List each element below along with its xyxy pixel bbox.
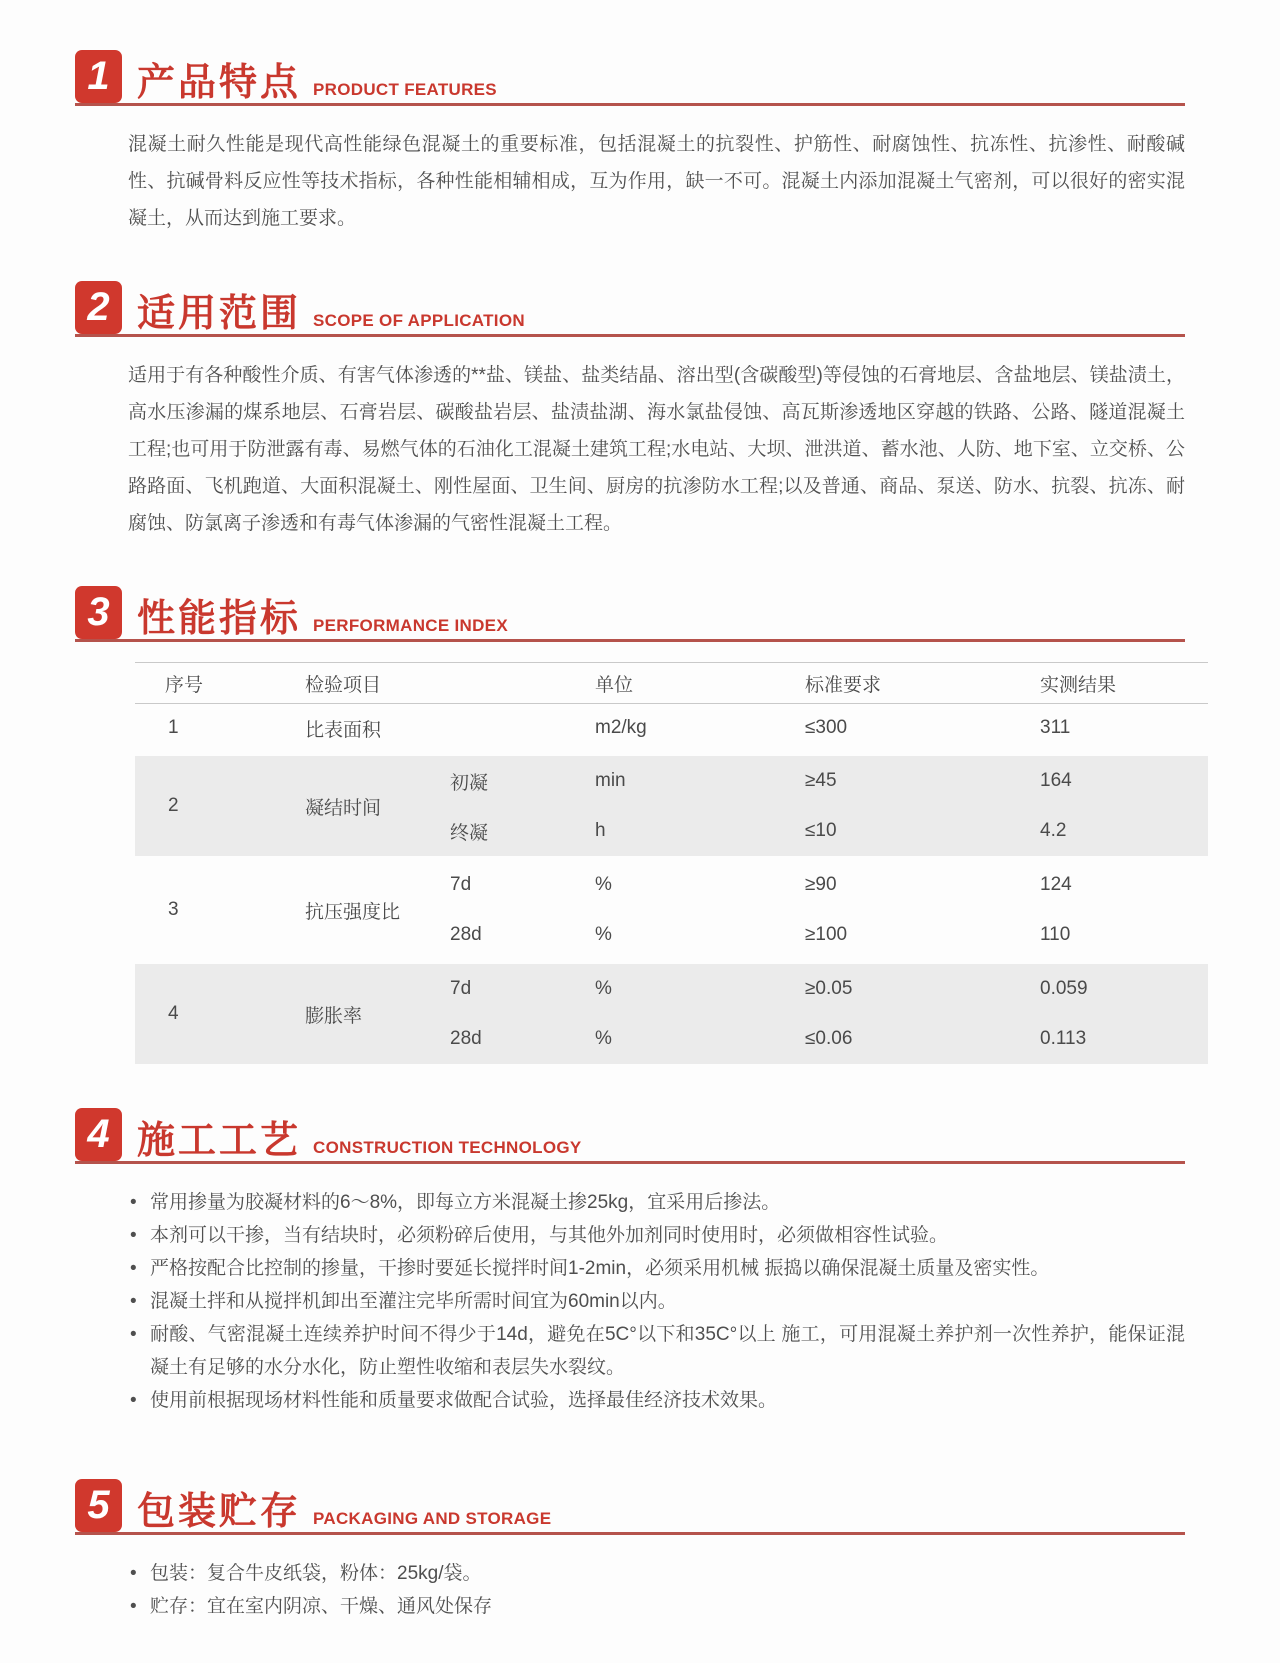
performance-table [135,662,1208,1064]
section-performance-index [75,586,1185,1064]
bullet-item: • 常用掺量为胶凝材料的6～8%，即每立方米混凝土掺25kg，宜采用后掺法。 [128,1186,1185,1219]
table-header-item: 检验项目 [305,674,382,696]
bullet-item: • 包装：复合牛皮纸袋，粉体：25kg/袋。 [128,1557,1185,1590]
row-item: 比表面积 [305,719,382,741]
row-subrows [450,756,1208,856]
section-product-features [75,50,1185,237]
cell-unit: m2/kg [595,717,647,738]
section-title-en: CONSTRUCTION TECHNOLOGY [313,1138,582,1157]
cell-sub: 7d [450,874,472,895]
table-row [135,860,1208,960]
section-title-zh: 适用范围 [137,293,302,335]
cell-unit: % [595,978,612,999]
table-row [135,704,1208,752]
cell-result: 164 [1040,770,1072,791]
section-paragraph: 适用于有各种酸性介质、有害气体渗透的**盐、镁盐、盐类结晶、溶出型(含碳酸型)等侵蚀的石膏地层、含盐地层、镁盐渍土，高水压渗漏的煤系地层、石膏岩层、碳酸盐岩层、盐渍盐湖、海水氯盐侵蚀、高瓦斯渗透地区穿越的铁路、公路、隧道混凝土工程;也可用于防泄露有毒、易燃气体的石油化工混凝土建筑工程;水电站、大坝、泄洪道、蓄水池、人防、地下室、立交桥、公路路面、飞机跑道、大面积混凝土、刚性屋面、卫生间、厨房的抗渗防水工程;以及普通、商品、泵送、防水、抗裂、抗冻、耐腐蚀、防氯离子渗透和有毒气体渗漏的气密性混凝土工程。 [128,365,1185,534]
section-title-en: SCOPE OF APPLICATION [313,311,525,330]
section-header [75,586,1185,642]
row-subrows [450,860,1208,960]
table-header-result: 实测结果 [1040,674,1117,696]
bullet-item: • 本剂可以干掺，当有结块时，必须粉碎后使用，与其他外加剂同时使用时，必须做相容性试验。 [128,1219,1185,1252]
row-item: 抗压强度比 [305,901,401,923]
table-row [135,964,1208,1064]
cell-unit: % [595,874,612,895]
section-packaging-and-storage [75,1479,1185,1623]
table-header-no: 序号 [165,674,204,696]
section-header [75,1108,1185,1164]
cell-standard: ≥0.05 [805,978,853,999]
cell-standard: ≤300 [805,717,848,738]
table-subrow [450,1014,1208,1064]
section-scope-of-application [75,281,1185,542]
section-title-zh: 产品特点 [137,62,302,104]
row-item: 膨胀率 [305,1005,363,1027]
row-no: 1 [168,717,179,738]
table-subrow [450,756,1208,806]
section-number-badge: 5 [75,1479,122,1532]
row-item: 凝结时间 [305,797,382,819]
cell-standard: ≥90 [805,874,837,895]
section-number-badge: 2 [75,281,122,334]
table-subrow [450,910,1208,960]
table-subrow [450,860,1208,910]
bullet-item: • 使用前根据现场材料性能和质量要求做配合试验，选择最佳经济技术效果。 [128,1384,1185,1417]
cell-sub: 7d [450,978,472,999]
section-title-zh: 性能指标 [137,598,302,640]
cell-result: 311 [1040,717,1071,738]
packaging-bullet-list [128,1557,1185,1623]
cell-standard: ≥100 [805,924,848,945]
cell-result: 0.059 [1040,978,1088,999]
table-header-row [135,662,1208,704]
bullet-item: • 混凝土拌和从搅拌机卸出至灌注完毕所需时间宜为60min以内。 [128,1285,1185,1318]
bullet-item: • 贮存：宜在室内阴凉、干燥、通风处保存 [128,1590,1185,1623]
cell-standard: ≤10 [805,820,837,841]
cell-sub: 28d [450,924,482,945]
section-title-en: PRODUCT FEATURES [313,80,497,99]
row-no: 3 [168,899,179,920]
cell-sub: 初凝 [450,772,489,794]
row-subrows [450,704,1208,752]
bullet-item: • 耐酸、气密混凝土连续养护时间不得少于14d，避免在5C°以下和35C°以上 施工，可用混凝土养护剂一次性养护，能保证混凝土有足够的水分水化，防止塑性收缩和表层失水裂纹。 [128,1318,1185,1384]
section-title-zh: 施工工艺 [137,1120,302,1162]
cell-result: 110 [1040,924,1071,945]
cell-result: 124 [1040,874,1072,895]
row-no: 4 [168,1003,179,1024]
table-header-standard: 标准要求 [805,674,882,696]
section-title-en: PACKAGING AND STORAGE [313,1509,552,1528]
bullet-item: • 严格按配合比控制的掺量，干掺时要延长搅拌时间1-2min，必须采用机械 振捣以确保混凝土质量及密实性。 [128,1252,1185,1285]
cell-sub: 28d [450,1028,482,1049]
section-number-badge: 1 [75,50,122,103]
cell-standard: ≤0.06 [805,1028,853,1049]
row-no: 2 [168,795,179,816]
section-title-en: PERFORMANCE INDEX [313,616,508,635]
table-subrow [450,806,1208,856]
cell-unit: % [595,1028,612,1049]
section-title-zh: 包装贮存 [137,1491,302,1533]
table-subrow [450,964,1208,1014]
table-subrow [450,704,1208,752]
section-header [75,281,1185,337]
cell-result: 4.2 [1040,820,1067,841]
section-construction-technology [75,1108,1185,1417]
section-number-badge: 4 [75,1108,122,1161]
section-number-badge: 3 [75,586,122,639]
section-header [75,50,1185,106]
construction-bullet-list [128,1186,1185,1417]
cell-unit: min [595,770,626,791]
row-subrows [450,964,1208,1064]
cell-unit: % [595,924,612,945]
cell-unit: h [595,820,606,841]
cell-standard: ≥45 [805,770,837,791]
cell-sub: 终凝 [450,822,489,844]
table-header-unit: 单位 [595,674,634,696]
cell-result: 0.113 [1040,1028,1087,1049]
section-paragraph: 混凝土耐久性能是现代高性能绿色混凝土的重要标准，包括混凝土的抗裂性、护筋性、耐腐蚀性、抗冻性、抗渗性、耐酸碱性、抗碱骨料反应性等技术指标，各种性能相辅相成，互为作用，缺一不可。混凝土内添加混凝土气密剂，可以很好的密实混凝土，从而达到施工要求。 [128,134,1185,229]
section-header [75,1479,1185,1535]
table-row [135,756,1208,856]
